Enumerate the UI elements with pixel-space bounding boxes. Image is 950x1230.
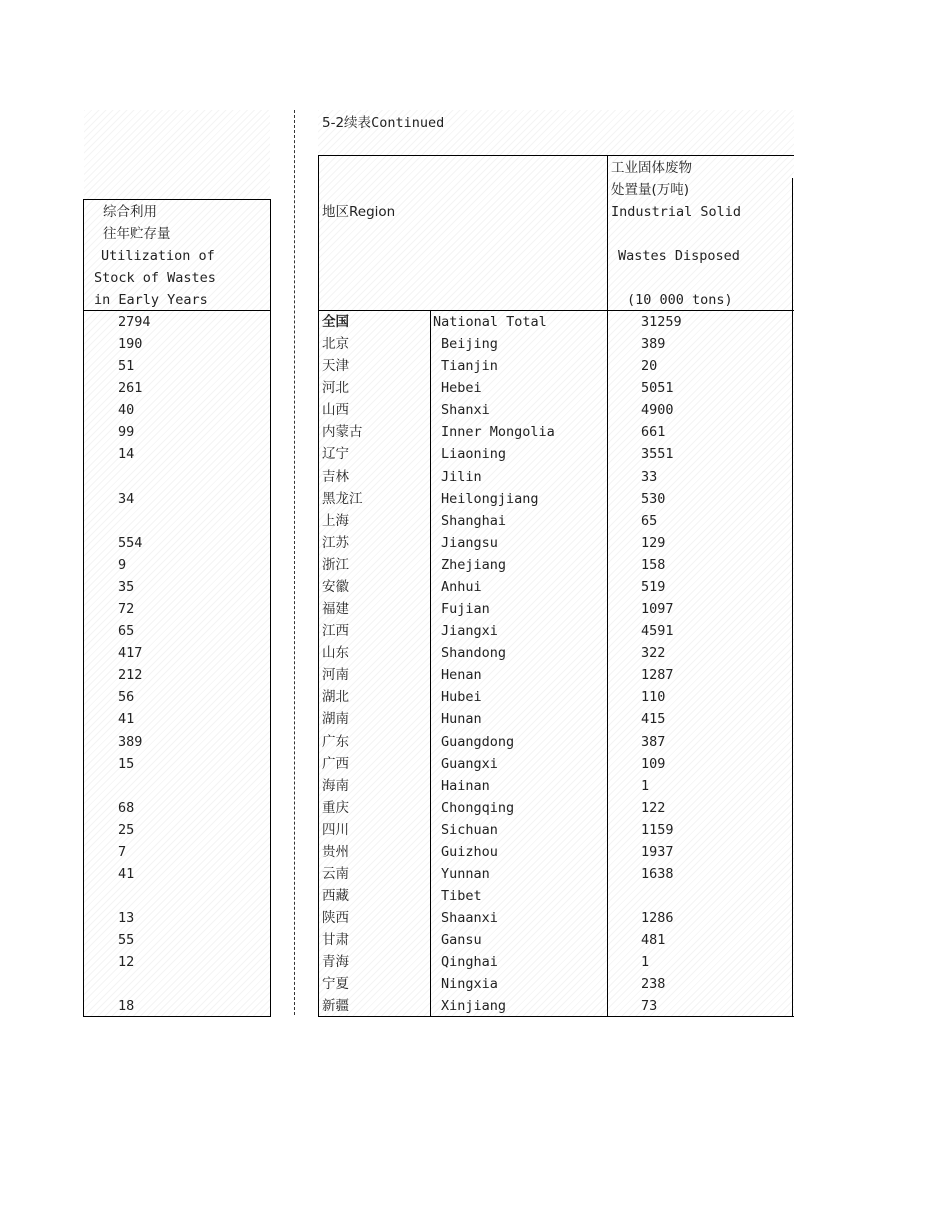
left-value-cell: 40: [118, 402, 135, 419]
region-name-cn: 甘肃: [322, 932, 349, 949]
caption-prefix: 5-2续表: [322, 115, 372, 131]
left-table-right-border: [270, 199, 271, 1017]
disposed-value-cell: 389: [641, 336, 666, 353]
disposed-value-cell: 3551: [641, 446, 674, 463]
left-header-line: Utilization of: [101, 248, 215, 264]
region-name-cn: 湖南: [322, 711, 349, 728]
region-name-en: Yunnan: [441, 866, 490, 882]
right-table-top-border: [318, 155, 794, 156]
disposed-value-cell: 322: [641, 645, 666, 662]
region-name-cn: 北京: [322, 336, 349, 353]
left-header-line: 综合利用: [103, 204, 157, 220]
region-column-header: 地区Region: [322, 204, 396, 220]
disposed-value-cell: 1: [641, 954, 650, 971]
region-name-cn: 天津: [322, 358, 349, 375]
disposed-value-cell: 158: [641, 556, 666, 573]
region-name-en: Shanghai: [441, 512, 507, 529]
region-name-en: Gansu: [441, 932, 482, 949]
region-name-en: Heilongjiang: [441, 490, 539, 507]
region-name-en: Jiangsu: [441, 534, 498, 551]
disposed-value-cell: 661: [641, 424, 666, 441]
region-name-en: Beijing: [441, 336, 498, 353]
left-value-cell: 2794: [118, 314, 151, 330]
region-name-en: Shandong: [441, 645, 507, 662]
region-name-cn: 海南: [322, 777, 349, 794]
disposed-value-cell: 1286: [641, 910, 674, 927]
left-table-left-border: [83, 199, 84, 1017]
disposed-value-cell: 387: [641, 733, 666, 750]
left-value-cell: 12: [118, 954, 135, 971]
disposed-value-cell: 519: [641, 578, 666, 595]
region-name-en: Hunan: [441, 711, 482, 728]
disposed-value-cell: 110: [641, 689, 666, 706]
region-name-en: Jiangxi: [441, 623, 498, 640]
region-name-cn: 辽宁: [322, 446, 349, 463]
disposed-value-cell: 1937: [641, 843, 674, 860]
disposed-value-cell: 1287: [641, 667, 674, 684]
region-name-cn: 黑龙江: [322, 490, 363, 507]
region-name-cn: 江苏: [322, 534, 349, 551]
region-name-en: Liaoning: [441, 446, 507, 463]
left-value-cell: 41: [118, 711, 135, 728]
region-name-en: Tibet: [441, 888, 482, 905]
disposed-header-line: 工业固体废物: [611, 160, 692, 176]
left-value-cell: 14: [118, 446, 135, 463]
region-name-cn: 湖北: [322, 689, 349, 706]
left-value-cell: 212: [118, 667, 143, 684]
disposed-value-cell: 415: [641, 711, 666, 728]
right-table-left-border: [318, 155, 319, 1017]
region-name-cn: 山东: [322, 645, 349, 662]
region-name-en: Hubei: [441, 689, 482, 706]
left-value-cell: 72: [118, 601, 135, 618]
region-name-en: Anhui: [441, 578, 482, 595]
region-name-cn: 四川: [322, 821, 349, 838]
region-name-en: Guizhou: [441, 843, 498, 860]
region-name-en: Jilin: [441, 468, 482, 485]
region-name-cn: 广西: [322, 755, 349, 772]
region-name-cn: 陕西: [322, 910, 349, 927]
region-name-cn: 宁夏: [322, 976, 349, 993]
region-name-en: Fujian: [441, 601, 490, 618]
region-name-en: Hainan: [441, 777, 490, 794]
region-name-en: Guangxi: [441, 755, 498, 772]
left-value-cell: 65: [118, 623, 135, 640]
caption-suffix: Continued: [371, 115, 445, 131]
left-value-cell: 261: [118, 380, 143, 397]
left-value-cell: 7: [118, 843, 127, 860]
region-name-cn: 贵州: [322, 843, 349, 860]
disposed-value-cell: 33: [641, 468, 658, 485]
left-value-cell: 13: [118, 910, 135, 927]
left-header-line: in Early Years: [94, 292, 208, 308]
value-column-divider: [607, 155, 608, 1017]
region-name-en: Shaanxi: [441, 910, 498, 927]
disposed-value-cell: 238: [641, 976, 666, 993]
region-name-en: Zhejiang: [441, 556, 507, 573]
region-name-en: Guangdong: [441, 733, 515, 750]
region-name-en: Qinghai: [441, 954, 498, 971]
region-name-cn: 云南: [322, 866, 349, 882]
disposed-value-cell: 5051: [641, 380, 674, 397]
disposed-value-cell: 530: [641, 490, 666, 507]
disposed-value-cell: 129: [641, 534, 666, 551]
left-value-cell: 34: [118, 490, 135, 507]
left-value-cell: 554: [118, 534, 143, 551]
region-name-en: National Total: [433, 314, 547, 330]
left-value-cell: 51: [118, 358, 135, 375]
region-name-cn: 内蒙古: [322, 424, 363, 441]
disposed-value-cell: 1638: [641, 866, 674, 882]
region-name-cn: 上海: [322, 512, 349, 529]
left-value-cell: 9: [118, 556, 127, 573]
left-value-cell: 25: [118, 821, 135, 838]
region-name-cn: 安徽: [322, 578, 349, 595]
disposed-value-cell: 481: [641, 932, 666, 949]
region-name-cn: 重庆: [322, 799, 349, 816]
region-name-cn: 新疆: [322, 998, 349, 1015]
disposed-value-cell: 31259: [641, 314, 682, 330]
region-name-cn: 青海: [322, 954, 349, 971]
region-name-cn: 全国: [322, 314, 349, 330]
region-name-cn: 河南: [322, 667, 349, 684]
disposed-header-line: Wastes Disposed: [618, 248, 740, 264]
disposed-value-cell: 1159: [641, 821, 674, 838]
table-caption: [322, 112, 444, 134]
region-name-cn: 吉林: [322, 468, 349, 485]
left-value-cell: 18: [118, 998, 135, 1015]
region-name-en: Tianjin: [441, 358, 498, 375]
region-name-en: Ningxia: [441, 976, 498, 993]
region-name-cn: 西藏: [322, 888, 349, 905]
disposed-value-cell: 4591: [641, 623, 674, 640]
region-name-en: Chongqing: [441, 799, 515, 816]
left-header-line: 往年贮存量: [103, 226, 171, 242]
left-value-cell: 35: [118, 578, 135, 595]
disposed-value-cell: 1097: [641, 601, 674, 618]
region-name-cn: 江西: [322, 623, 349, 640]
left-value-cell: 55: [118, 932, 135, 949]
disposed-value-cell: 73: [641, 998, 658, 1015]
left-value-cell: 190: [118, 336, 143, 353]
left-table-bottom-border: [83, 1016, 271, 1017]
disposed-value-cell: 20: [641, 358, 658, 375]
disposed-value-cell: 65: [641, 512, 658, 529]
right-table-right-border: [792, 178, 793, 1017]
region-name-en: Inner Mongolia: [441, 424, 555, 441]
disposed-value-cell: 4900: [641, 402, 674, 419]
region-name-en: Hebei: [441, 380, 482, 397]
left-value-cell: 41: [118, 866, 135, 882]
disposed-header-line: 处置量(万吨): [611, 182, 690, 198]
region-name-en: Xinjiang: [441, 998, 507, 1015]
region-name-cn: 浙江: [322, 556, 349, 573]
region-name-cn: 广东: [322, 733, 349, 750]
left-value-cell: 15: [118, 755, 135, 772]
region-column-divider: [430, 310, 431, 1017]
disposed-value-cell: 122: [641, 799, 666, 816]
region-name-en: Sichuan: [441, 821, 498, 838]
left-header-line: Stock of Wastes: [94, 270, 216, 286]
left-value-cell: 56: [118, 689, 135, 706]
left-value-cell: 68: [118, 799, 135, 816]
disposed-header-line: Industrial Solid: [611, 204, 742, 220]
disposed-header-line: (10 000 tons): [627, 292, 733, 308]
region-name-cn: 河北: [322, 380, 349, 397]
left-value-cell: 389: [118, 733, 143, 750]
right-table-bottom-border: [318, 1016, 794, 1017]
left-value-cell: 417: [118, 645, 143, 662]
disposed-value-cell: 1: [641, 777, 650, 794]
region-name-cn: 山西: [322, 402, 349, 419]
region-name-en: Henan: [441, 667, 482, 684]
page-break-separator: [294, 110, 295, 1015]
region-name-cn: 福建: [322, 601, 349, 618]
left-value-cell: 99: [118, 424, 135, 441]
disposed-value-cell: 109: [641, 755, 666, 772]
region-name-en: Shanxi: [441, 402, 490, 419]
